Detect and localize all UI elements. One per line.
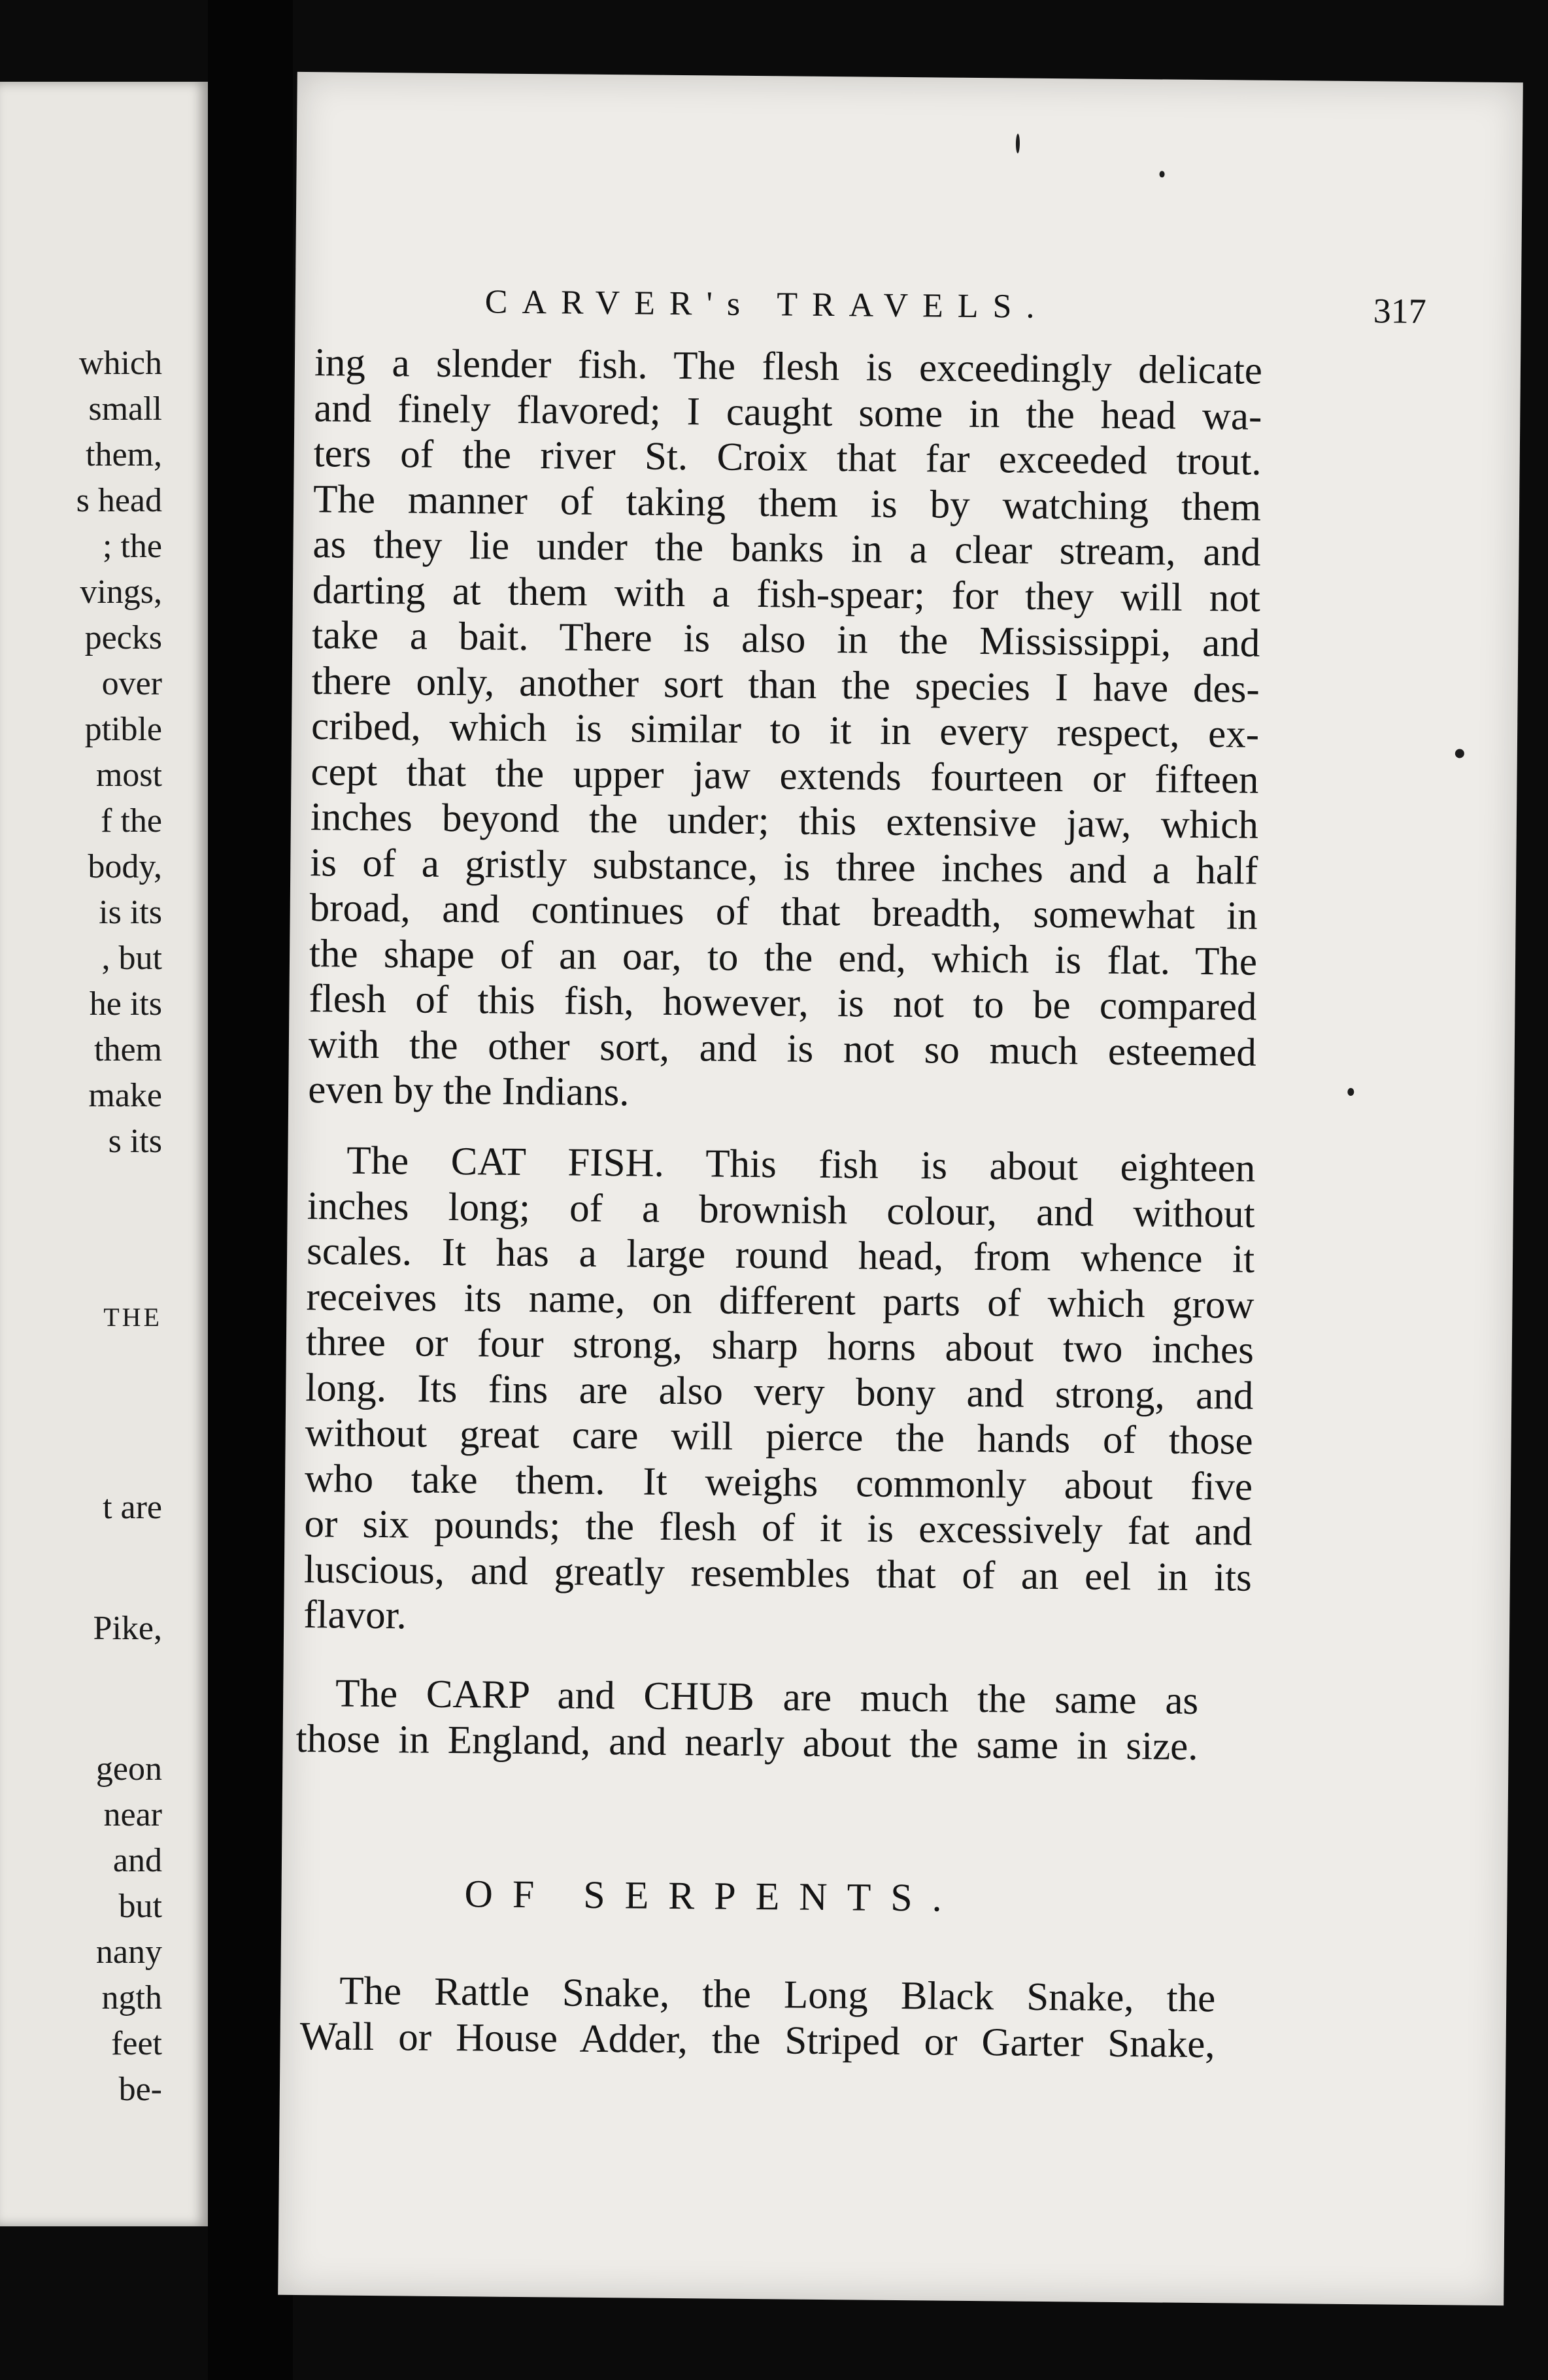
section-heading: OF SERPENTS. <box>464 1872 962 1920</box>
text-line: The Rattle Snake, the Long Black Snake, the <box>339 1969 1216 2021</box>
text-line: luscious, and greatly resembles that of an eel in its <box>303 1547 1253 1600</box>
left-page-line: them <box>94 1031 162 1068</box>
text-line: flesh of this fish, however, is not to be compared <box>309 977 1257 1029</box>
paragraph-cat-fish <box>303 1138 1256 1646</box>
print-speck <box>1347 1088 1354 1096</box>
text-line: there only, another sort than the species I have des- <box>311 658 1260 711</box>
text-line: long. Its fins are also very bony and strong, and <box>305 1365 1254 1418</box>
left-page-line: but <box>118 1888 162 1925</box>
text-line: cribed, which is similar to it in every respect, ex- <box>311 704 1260 756</box>
text-line: even by the Indians. <box>307 1068 630 1115</box>
left-page-line: near <box>103 1796 162 1833</box>
text-line: Wall or House Adder, the Striped or Garter Snake, <box>299 2014 1215 2066</box>
left-page-line: vings, <box>80 573 162 611</box>
print-speck <box>1016 133 1020 153</box>
page-number: 317 <box>1373 291 1427 331</box>
text-line: three or four strong, sharp horns about two inches <box>305 1320 1254 1372</box>
text-line: those in England, and nearly about the same in size. <box>295 1716 1198 1769</box>
left-page-line: them, <box>86 436 162 473</box>
text-line: who take them. It weighs commonly about five <box>304 1456 1253 1509</box>
text-line: the shape of an oar, to the end, which is flat. The <box>309 931 1258 984</box>
text-line: cept that the upper jaw extends fourteen or fifteen <box>311 749 1259 802</box>
text-line: with the other sort, and is not so much esteemed <box>308 1022 1257 1075</box>
left-page-line: Pike, <box>93 1610 162 1647</box>
left-page-line: make <box>88 1077 162 1114</box>
left-page-line: small <box>88 390 162 428</box>
text-line: as they lie under the banks in a clear stream, and <box>312 522 1261 575</box>
text-line: inches long; of a brownish colour, and without <box>307 1183 1255 1236</box>
text-line: broad, and continues of that breadth, somewhat in <box>309 886 1258 938</box>
text-line: or six pounds; the flesh of it is excessively fat and <box>304 1502 1253 1554</box>
print-speck <box>1455 749 1464 758</box>
text-line: receives its name, on different parts of which grow <box>306 1274 1254 1327</box>
paragraph-serpents <box>299 1968 1215 2067</box>
left-page-line: ; the <box>103 528 162 565</box>
text-line: and finely flavored; I caught some in the head wa- <box>314 386 1262 439</box>
left-page-line: body, <box>88 848 162 885</box>
book-page <box>278 72 1523 2305</box>
left-page-line: ptible <box>84 711 162 748</box>
text-line: flavor. <box>303 1593 407 1638</box>
left-page-line: geon <box>95 1750 162 1788</box>
left-page-line: ngth <box>101 1979 162 2016</box>
text-line: scales. It has a large round head, from whence it <box>306 1229 1255 1282</box>
text-line: The CAT FISH. This fish is about eighteen <box>346 1138 1256 1191</box>
running-title: CARVER's TRAVELS. <box>484 283 1049 326</box>
left-page-line: which <box>78 345 162 382</box>
previous-page-fragment <box>0 82 208 2226</box>
text-line: ters of the river St. Croix that far exceeded trout. <box>313 432 1262 484</box>
left-page-line: THE <box>103 1302 162 1332</box>
left-page-line: over <box>101 665 162 702</box>
left-page-line: , but <box>101 940 162 977</box>
text-line: without great care will pierce the hands of those <box>305 1411 1253 1463</box>
left-page-line: t are <box>103 1489 162 1526</box>
text-line: darting at them with a fish-spear; for they will not <box>312 568 1261 620</box>
left-page-line: nany <box>95 1933 162 1971</box>
left-page-line: s head <box>76 482 162 519</box>
left-page-line: feet <box>111 2025 162 2062</box>
paragraph-paddle-fish <box>308 340 1262 1121</box>
left-page-line: pecks <box>84 619 162 656</box>
text-line: inches beyond the under; this extensive jaw, which <box>310 795 1259 847</box>
left-page-line: is its <box>99 894 162 931</box>
left-page-line: he its <box>89 985 162 1023</box>
paragraph-carp-chub <box>295 1671 1198 1769</box>
text-line: The manner of taking them is by watching them <box>312 477 1262 530</box>
text-line: is of a gristly substance, is three inches and a half <box>310 840 1258 893</box>
text-line: take a bait. There is also in the Mississippi, and <box>312 613 1260 666</box>
left-page-line: most <box>95 756 162 794</box>
left-page-line: and <box>112 1842 162 1879</box>
text-line: The CARP and CHUB are much the same as <box>335 1671 1199 1724</box>
print-speck <box>1160 171 1165 177</box>
left-page-line: be- <box>118 2071 162 2108</box>
left-page-line: f the <box>101 802 162 840</box>
text-line: ing a slender fish. The flesh is exceedingly delicate <box>314 341 1263 393</box>
left-page-line: s its <box>108 1123 162 1160</box>
running-head <box>484 282 1427 336</box>
